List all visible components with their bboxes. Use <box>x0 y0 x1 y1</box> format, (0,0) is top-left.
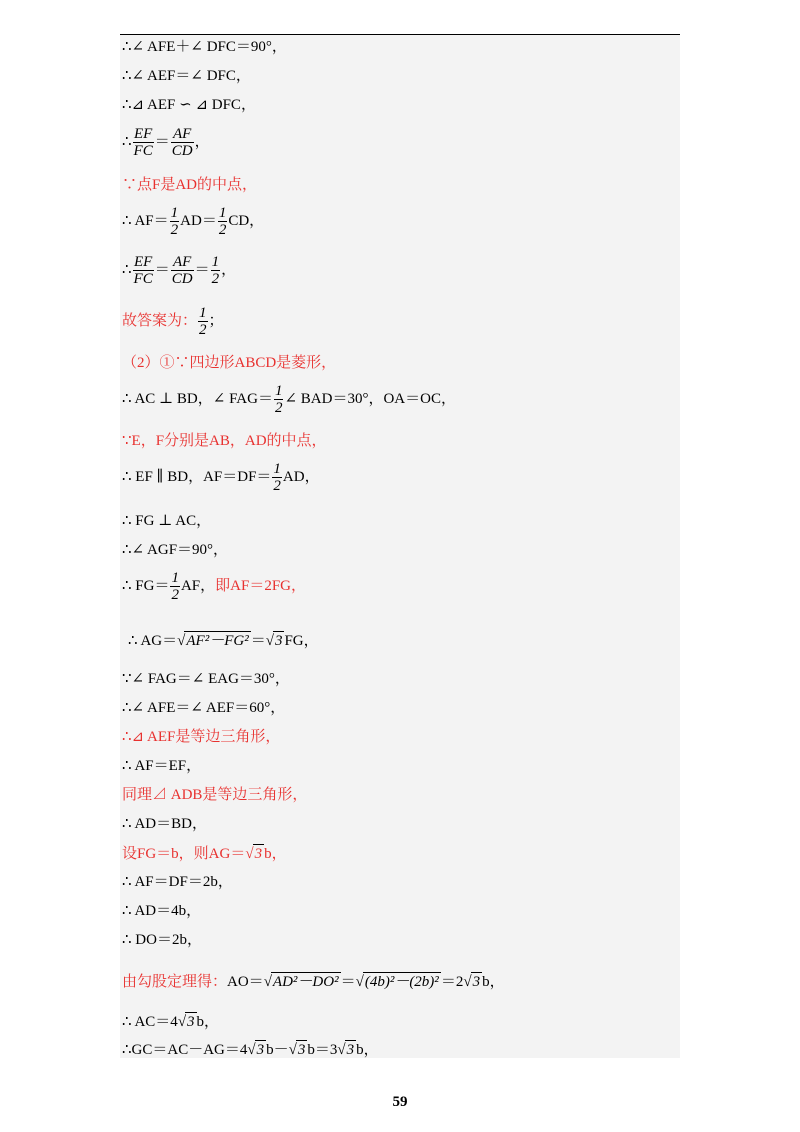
line-4: ∴ $\frac{EF}{FC}$ ＝ $\frac{AF}{CD}$ ， <box>122 126 210 159</box>
line-15: ∴ FG＝ $\frac{1}{2}$ AF，即AF＝2FG， <box>122 570 307 603</box>
line-16: ∴ AG＝√AF²－FG² ＝√3 FG， <box>128 633 319 649</box>
line-12: ∴ EF ∥ BD，AF＝DF＝ $\frac{1}{2}$ AD， <box>122 461 320 494</box>
page-number: 59 <box>392 1094 408 1110</box>
fraction: $\frac{AF}{CD}$ <box>171 126 193 159</box>
line-25: ∴ AD＝4b， <box>122 903 202 919</box>
line-6: ∴ AF＝ $\frac{1}{2}$ AD＝ $\frac{1}{2}$ CD， <box>122 205 265 238</box>
line-5: ∵点F是AD的中点， <box>122 177 258 193</box>
line-24: ∴ AF＝DF＝2b， <box>122 874 233 890</box>
line-20: ∴ AF＝EF， <box>122 758 202 774</box>
line-27: 由勾股定理得：AO＝√AD²－DO² ＝√(4b)²－(2b)² ＝2√3 b， <box>122 974 505 990</box>
line-28: ∴ AC＝4√3 b， <box>122 1014 220 1030</box>
line-11: ∵E，F分别是AB，AD的中点， <box>122 433 327 449</box>
line-13: ∴ FG ⊥ AC， <box>122 513 212 529</box>
line-7: ∴ $\frac{EF}{FC}$ ＝ $\frac{AF}{CD}$ ＝ $\frac{1}{2}$ ， <box>122 254 237 287</box>
line-22: ∴ AD＝BD， <box>122 816 207 832</box>
line-21: 同理⊿ ADB是等边三角形， <box>122 787 308 803</box>
line-29: ∴GC＝AC－AG＝4√3 b－√3 b＝3√3 b， <box>122 1042 379 1058</box>
line-19: ∴⊿ AEF是等边三角形， <box>122 729 281 745</box>
line-14: ∴∠ AGF＝90°， <box>122 542 229 558</box>
line-17: ∵∠ FAG＝∠ EAG＝30°， <box>122 671 290 687</box>
line-9: （2）①∵四边形ABCD是菱形， <box>122 355 337 371</box>
line-23: 设FG＝b，则AG＝√3 b， <box>122 846 287 862</box>
line-8: 故答案为： $\frac{1}{2}$ ； <box>122 305 224 338</box>
fraction: $\frac{EF}{FC}$ <box>133 126 153 159</box>
line-1: ∴∠ AFE＋∠ DFC＝90°， <box>122 39 287 55</box>
line-26: ∴ DO＝2b， <box>122 932 202 948</box>
line-10: ∴ AC ⊥ BD，∠ FAG＝ $\frac{1}{2}$ ∠ BAD＝30°，OA＝OC， <box>122 383 456 416</box>
line-18: ∴∠ AFE＝∠ AEF＝60°， <box>122 700 286 716</box>
line-2: ∴∠ AEF＝∠ DFC， <box>122 68 251 84</box>
line-3: ∴⊿ AEF ∽ ⊿ DFC， <box>122 97 256 113</box>
